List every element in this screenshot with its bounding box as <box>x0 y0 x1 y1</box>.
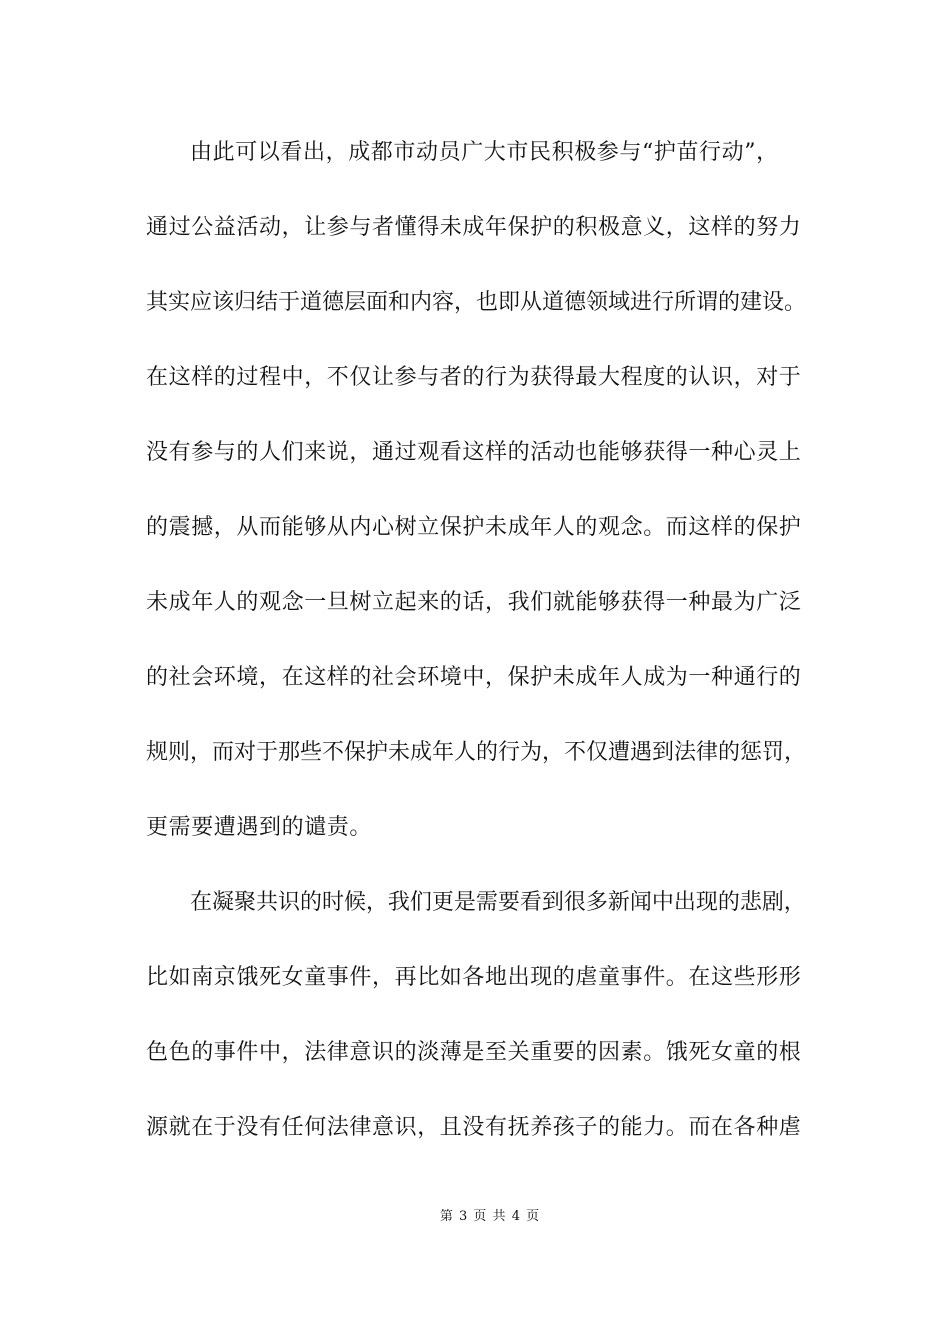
paragraph-1-line-2: 通过公益活动，让参与者懂得未成年保护的积极意义，这样的努力 <box>146 215 802 240</box>
paragraph-1-line-9: 规则，而对于那些不保护未成年人的行为，不仅遭遇到法律的惩罚， <box>146 740 807 765</box>
paragraph-1-line-7: 未成年人的观念一旦树立起来的话，我们就能够获得一种最为广泛 <box>146 590 802 615</box>
paragraph-1-line-4: 在这样的过程中，不仅让参与者的行为获得最大程度的认识，对于 <box>146 365 802 390</box>
paragraph-1-line-10: 更需要遭遇到的谴责。 <box>146 815 373 840</box>
page-number-footer: 第 3 页 共 4 页 <box>439 1209 541 1224</box>
paragraph-1-line-3: 其实应该归结于道德层面和内容，也即从道德领域进行所谓的建设。 <box>146 290 807 315</box>
paragraph-2-line-2: 比如南京饿死女童事件，再比如各地出现的虐童事件。在这些形形 <box>146 965 802 990</box>
paragraph-1-line-8: 的社会环境，在这样的社会环境中，保护未成年人成为一种通行的 <box>146 665 802 690</box>
paragraph-1-line-6: 的震撼，从而能够从内心树立保护未成年人的观念。而这样的保护 <box>146 515 802 540</box>
paragraph-2-line-1: 在凝聚共识的时候，我们更是需要看到很多新闻中出现的悲剧， <box>190 890 806 915</box>
paragraph-1-line-5: 没有参与的人们来说，通过观看这样的活动也能够获得一种心灵上 <box>146 440 802 465</box>
paragraph-2-line-3: 色色的事件中，法律意识的淡薄是至关重要的因素。饿死女童的根 <box>146 1040 802 1065</box>
paragraph-2-line-4: 源就在于没有任何法律意识，且没有抚养孩子的能力。而在各种虐 <box>146 1115 802 1140</box>
paragraph-1-line-1: 由此可以看出，成都市动员广大市民积极参与“护苗行动”， <box>190 140 779 165</box>
